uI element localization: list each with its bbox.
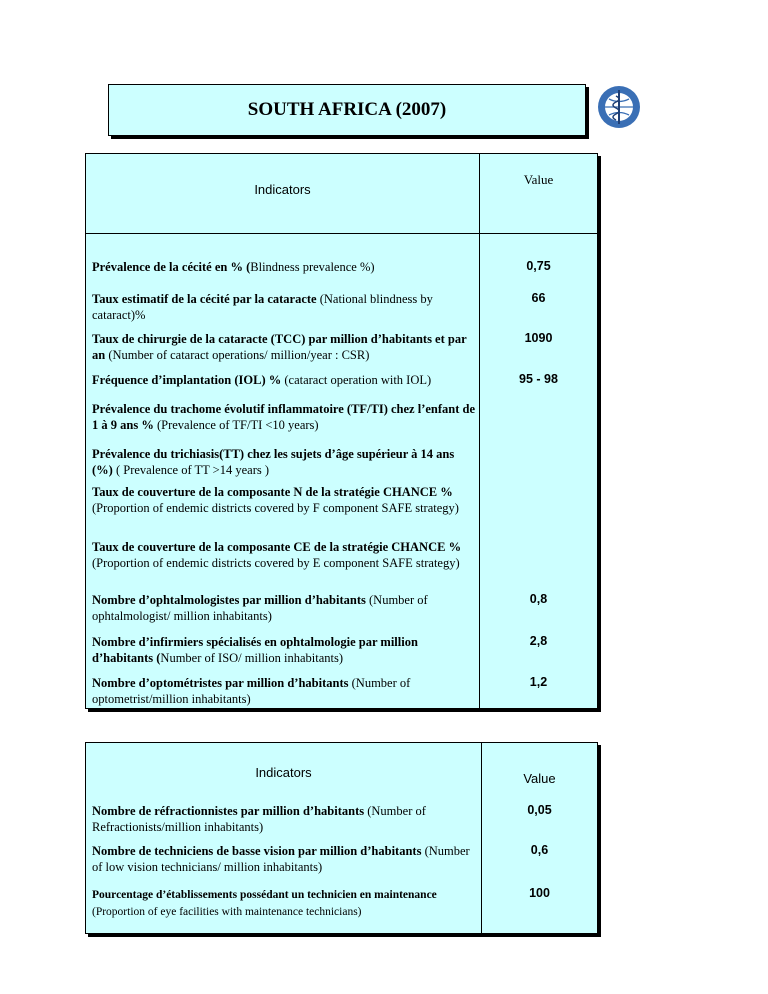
indicator-label-fr: Taux de chirurgie de la cataracte (TCC) par million d’habitants et par an xyxy=(92,332,467,362)
indicator-label xyxy=(88,401,481,433)
indicators-table-2 xyxy=(85,742,598,934)
indicator-label xyxy=(88,484,481,516)
indicator-value: 100 xyxy=(529,886,550,900)
indicator-label xyxy=(88,675,481,707)
header-value: Value xyxy=(523,172,554,187)
indicator-label-en: (Proportion of eye facilities with maintenance technicians) xyxy=(92,906,362,918)
indicator-label-fr: Taux de couverture de la composante CE de la stratégie CHANCE % xyxy=(92,540,462,554)
indicator-label-fr: Nombre d’ophtalmologistes par million d’habitants xyxy=(92,593,370,607)
indicator-label-fr: Fréquence d’implantation (IOL) % xyxy=(92,373,285,387)
title-text: SOUTH AFRICA (2007) xyxy=(247,99,447,120)
indicator-label-fr: Nombre d’infirmiers spécialisés en ophtalmologie par million d’habitants ( xyxy=(92,635,418,665)
indicator-label xyxy=(88,886,483,920)
indicator-label xyxy=(88,803,483,835)
indicator-label-en: Blindness prevalence %) xyxy=(250,260,375,274)
indicator-label-en: (Number of Refractionists/million inhabitants) xyxy=(92,804,426,834)
indicator-label-en: ( Prevalence of TT >14 years ) xyxy=(115,463,270,477)
indicator-label-fr: Taux estimatif de la cécité par la cataracte xyxy=(92,292,320,306)
indicator-value: 1090 xyxy=(524,331,553,345)
indicator-label-en: (Prevalence of TF/TI <10 years) xyxy=(156,418,319,432)
indicator-label-fr: Nombre de réfractionnistes par million d’habitants xyxy=(92,804,368,818)
who-emblem-icon xyxy=(596,84,642,130)
indicator-value: 0,8 xyxy=(529,592,548,606)
indicator-label-en: (Number of low vision technicians/ million inhabitants) xyxy=(92,844,470,874)
indicator-label-en: (Number of cataract operations/ million/year : CSR) xyxy=(108,348,370,362)
indicator-label-fr: Prévalence du trichiasis(TT) chez les sujets d’âge supérieur à 14 ans (%) xyxy=(92,447,455,477)
indicator-value: 0,6 xyxy=(530,843,549,857)
indicator-value: 1,2 xyxy=(529,675,548,689)
indicator-value: 2,8 xyxy=(529,634,548,648)
indicator-label-en: (National blindness by cataract)% xyxy=(92,292,433,322)
indicator-label-fr: Prévalence de la cécité en % ( xyxy=(92,260,251,274)
indicator-label xyxy=(88,634,481,666)
indicator-label-fr: Pourcentage d’établissements possédant un technicien en maintenance xyxy=(92,889,437,901)
indicator-label-en: (Number of ophtalmologist/ million inhabitants) xyxy=(92,593,428,623)
indicator-label xyxy=(88,843,483,875)
indicator-value: 0,75 xyxy=(526,259,551,273)
indicator-label xyxy=(88,291,481,323)
indicator-label-fr: Taux de couverture de la composante N de la stratégie CHANCE % xyxy=(92,485,453,499)
indicator-label-fr: Nombre de techniciens de basse vision par million d’habitants xyxy=(92,844,425,858)
indicator-label-en: (Proportion of endemic districts covered by F component SAFE strategy) xyxy=(92,501,459,515)
indicator-label xyxy=(88,592,481,624)
indicators-table-1 xyxy=(85,153,598,709)
indicator-label-fr: Prévalence du trachome évolutif inflammatoire (TF/TI) chez l’enfant de 1 à 9 ans % xyxy=(92,402,476,432)
indicator-label-en: (cataract operation with IOL) xyxy=(284,373,432,387)
indicator-value: 95 - 98 xyxy=(519,372,558,386)
indicator-label xyxy=(88,539,481,571)
header-indicators: Indicators xyxy=(255,765,312,780)
indicator-value: 66 xyxy=(531,291,546,305)
indicator-label-en: (Number of optometrist/million inhabitants) xyxy=(92,676,411,706)
indicator-label xyxy=(88,331,481,363)
header-indicators: Indicators xyxy=(254,182,311,197)
page-title xyxy=(108,84,586,136)
indicator-label xyxy=(88,446,481,478)
indicator-label-fr: Nombre d’optométristes par million d’habitants xyxy=(92,676,352,690)
indicator-label xyxy=(88,259,481,275)
indicator-label-en: Number of ISO/ million inhabitants) xyxy=(160,651,344,665)
header-value: Value xyxy=(523,771,556,786)
indicator-label xyxy=(88,372,481,388)
indicator-label-en: (Proportion of endemic districts covered by E component SAFE strategy) xyxy=(92,556,460,570)
indicator-value: 0,05 xyxy=(527,803,552,817)
